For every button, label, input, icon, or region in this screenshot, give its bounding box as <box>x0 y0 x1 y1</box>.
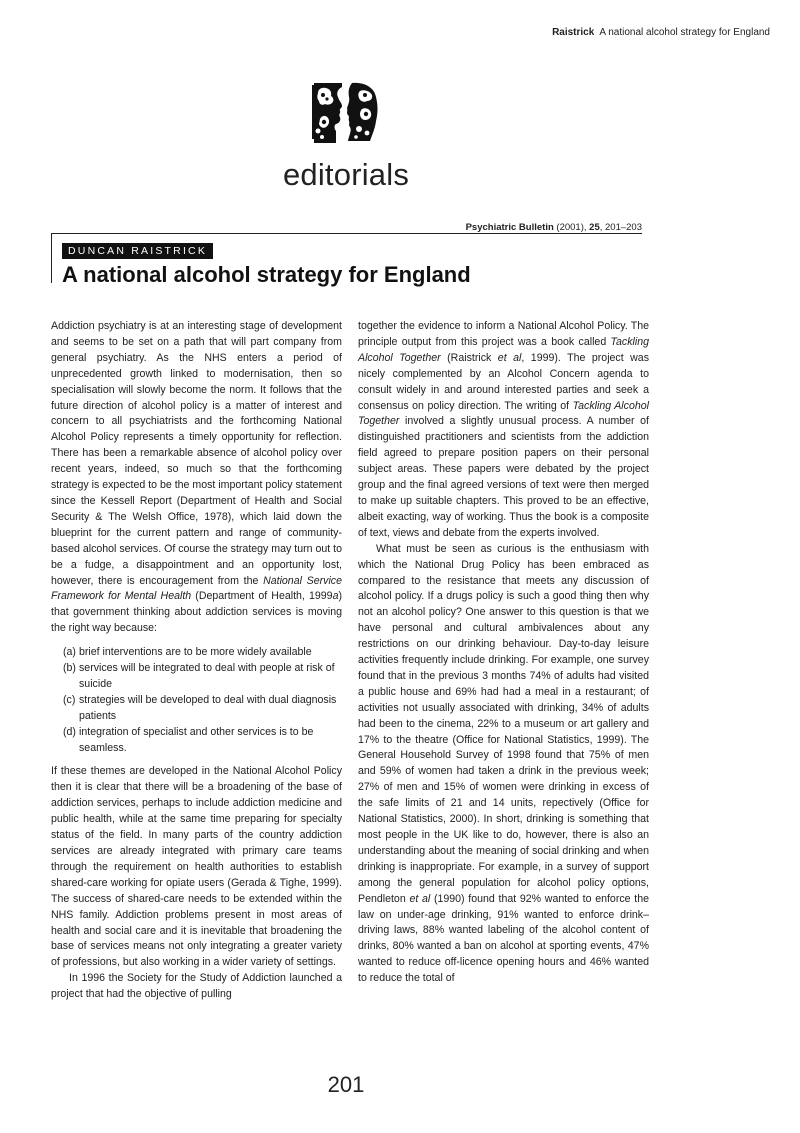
citation-year: (2001), <box>556 222 587 233</box>
left-paragraph-1: Addiction psychiatry is at an interesting stage of development and seems to be set on a path that will part company from general psychiatry. As the NHS enters a period of unprecedented growth linked to modernisation, then so specialisation will slowly become the norm. It follows that the future direction of alcohol policy is a matter of interest and concern to all psychiatrists and the forthcoming National Alcohol Policy represents a timely opportunity for reflection. There has been a remarkable absence of alcohol policy over recent years, indeed, so much so that the forthcoming strategy is expected to be the most important policy statement since the Kessell Report (Department of Health and Social Security & The Welsh Office, 1978), which laid down the blueprint for the current pattern and range of community-based alcohol services. Of course the strategy may turn out to be a fudge, a disappointment and an opportunity lost, however, there is encouragement from the National Service Framework for Mental Health (Department of Health, 1999a) that government thinking about addiction services is moving the right way because: <box>51 320 342 635</box>
header-rule-left <box>51 233 52 283</box>
list-item: (d) integration of specialist and other services is to be seamless. <box>63 725 314 754</box>
list-item: (b) services will be integrated to deal with people at risk of suicide <box>63 662 335 690</box>
right-paragraph-2: What must be seen as curious is the enthusiasm with which the National Drug Policy has been embraced as compared to the resistance that meets any discussion of alcohol policy. If a drugs policy is such a good thing then why not an alcohol policy? One answer to this question is that we have personal and cultural ambivalences about any restrictions on our drinking behaviour. Day-to-day leisure activities frequently include drinking. For example, one survey found that in the previous 3 months 74% of adults had visited a public house and 69% had had a meal in a restaurant; of activities not usually associated with drinking, 34% of adults had been to the cinema, 22% to a museum or art gallery and 17% to the theatre (Office for National Statistics, 1999). The General Household Survey of 1998 found that 75% of men and 59% of women had taken a drink in the previous week; 27% of men and 15% of women were drinking in excess of the safe limits of 21 and 14 units, repectively (Office for National Statistics, 2000). In short, drinking is something that most people in the UK like to do, however, there is also an understanding about the meaning of social drinking and when drinking is inappropriate. For example, in a survey of support among the general population for alcohol policy options, Pendleton et al (1990) found that 92% wanted to enforce the law on under-age drinking, 91% wanted to enforce drink–driving laws, 88% wanted labeling of the alcohol content of drinks, 80% wanted a ban on alcohol at sporting events, 47% wanted to reduce off-licence opening hours and 46% wanted to reduce the total of <box>358 542 649 985</box>
article-title: A national alcohol strategy for England <box>62 262 471 287</box>
right-column <box>358 319 649 987</box>
list-item: (c) strategies will be developed to deal with dual diagnosis patients <box>63 693 337 722</box>
page-number: 201 <box>327 1072 365 1097</box>
header-rule-top <box>51 233 642 234</box>
left-paragraph-2: If these themes are developed in the National Alcohol Policy then it is clear that there will be a broadening of the base of addiction services, perhaps to include addiction medicine and public health, while at the same time preparing for specialty status of the field. In many parts of the country addiction services are already integrated with primary care teams through the requirement on health authorities to establish shared-care working for opiate users (Gerada & Tighe, 1999). The success of shared-care needs to be extended within the NHS family. Addiction problems present in most areas of health and social care and it is inevitable that broadening the base of services means not only integrating a greater variety of professions, but also working in a wider variety of settings. <box>51 765 342 969</box>
left-column <box>51 319 342 1003</box>
citation-journal: Psychiatric Bulletin <box>465 222 554 233</box>
citation-volume: 25 <box>589 222 600 233</box>
citation <box>466 222 642 233</box>
citation-pages: , 201–203 <box>599 222 642 233</box>
left-paragraph-3: In 1996 the Society for the Study of Addiction launched a project that had the objective of pulling <box>51 972 342 1001</box>
running-head-author: Raistrick <box>552 27 595 38</box>
two-heads-profile-logo-icon <box>312 79 382 147</box>
running-head-title: A national alcohol strategy for England <box>599 27 770 38</box>
policy-list <box>51 645 342 756</box>
right-paragraph-1: together the evidence to inform a National Alcohol Policy. The principle output from this project was a book called Tackling Alcohol Together (Raistrick et al, 1999). The project was nicely complemented by an Alcohol Concern agenda to consult widely in and around interested parties and seek a consensus on policy direction. The writing of Tackling Alcohol Together involved a slightly unusual process. A number of distinguished practitioners and scientists from the addiction field agreed to prepare position papers on their personal subject areas. These papers were debated by the project group and the final agreed versions of text were then merged to make up suitable chapters. This proved to be an effective, albeit exacting, way of working. Thus the book is a composite of text, views and debate from the experts involved. <box>358 320 650 539</box>
running-head <box>552 27 770 38</box>
section-label: editorials <box>282 157 410 192</box>
list-item: (a) brief interventions are to be more widely available <box>63 646 312 659</box>
author-badge: DUNCAN RAISTRICK <box>62 243 213 259</box>
